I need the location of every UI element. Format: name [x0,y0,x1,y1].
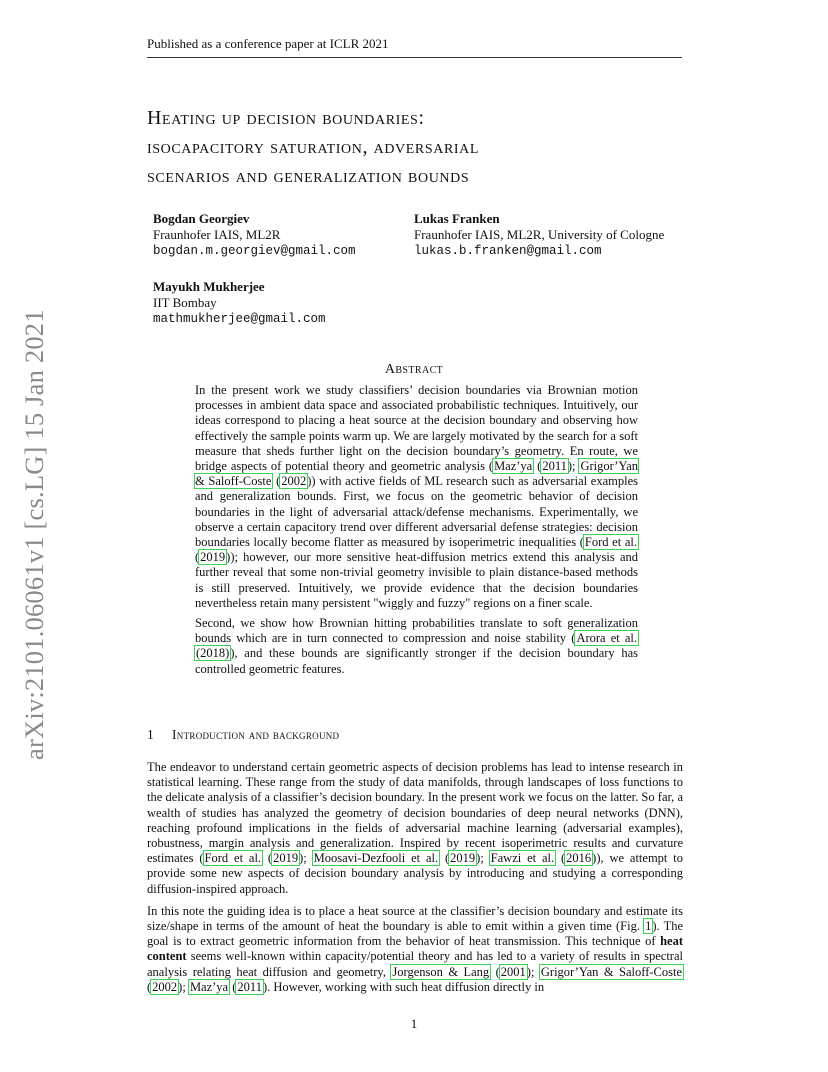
citation-link[interactable]: 2019 [450,851,476,866]
section-number: 1 [147,727,155,742]
citation-link[interactable]: Moosavi-Dezfooli et al. [313,851,439,866]
abstract-body [195,383,638,682]
author-email[interactable]: bogdan.m.georgiev@gmail.com [153,244,356,258]
author-email[interactable]: mathmukherjee@gmail.com [153,312,326,326]
citation-link[interactable]: Maz’ya [189,979,229,994]
citation-link[interactable]: 2011 [237,979,262,994]
arxiv-stamp[interactable]: arXiv:2101.06061v1 [cs.LG] 15 Jan 2021 [18,309,49,760]
page-number: 1 [410,1016,418,1031]
citation-link[interactable]: Grigor’Yan & Saloff-Coste [195,459,638,489]
author-affiliation: IIT Bombay [153,295,217,310]
author-affiliation: Fraunhofer IAIS, ML2R, University of Cologne [414,227,665,242]
section-title: Introduction and background [172,727,340,742]
section-heading [147,727,339,743]
citation-link[interactable]: 2016 [566,851,592,866]
author-block [153,279,326,327]
abstract-heading: Abstract [384,362,444,377]
citation-link[interactable]: (2018) [196,646,230,661]
citation-link[interactable]: Arora et al. [576,631,637,646]
paper-title [147,104,687,191]
bold-term: heat content [147,934,683,964]
citation-link[interactable]: 2019 [273,851,299,866]
author-email[interactable]: lukas.b.franken@gmail.com [414,244,602,258]
citation-link[interactable]: 2002 [152,979,178,994]
citation-link[interactable]: Maz’ya [494,459,533,474]
abstract-paragraph: Second, we show how Brownian hitting probabilities translate to soft generalization bounds which are in turn connected to compression and noise stability (Arora et al. (2018)), and these bounds are significantly stronger if the decision boundary has controlled geometric features. [195,616,638,676]
abstract-paragraph: In the present work we study classifiers’ decision boundaries via Brownian motion processes in ambient data space and associated probabilistic techniques. Intuitively, our ideas correspond to placing a heat source at the decision boundary and observing how effectively the sample points warm up. We are largely motivated by the search for a soft measure that sheds further light on the decision boundary’s geometry. En route, we bridge aspects of potential theory and geometric analysis (Maz’ya (2011); Grigor’Yan & Saloff-Coste (2002)) with active fields of ML research such as adversarial examples and generalization bounds. First, we focus on the geometric behavior of decision boundaries in the light of adversarial attack/defense mechanisms. Experimentally, we observe a certain capacitory trend over different adversarial defense strategies: decision boundaries locally become flatter as measured by isoperimetric inequalities (Ford et al. (2019)); however, our more sensitive heat-diffusion metrics extend this analysis and further reveal that some non-trivial geometry invisible to plain distance-based methods is still preserved. Intuitively, we provide evidence that the decision boundaries nevertheless retain many persistent "wiggly and fuzzy" regions on a finer scale. [195,383,638,610]
title-line: isocapacitory saturation, adversarial [147,136,480,158]
citation-link[interactable]: 2019 [200,550,226,565]
citation-link[interactable]: Jorgenson & Lang [392,964,490,979]
citation-link[interactable]: 2011 [542,459,567,474]
intro-body [147,760,683,1002]
citation-link[interactable]: 2002 [281,474,307,489]
title-line: Heating up decision boundaries: [147,107,425,129]
author-name: Bogdan Georgiev [153,211,250,226]
figure-link[interactable]: 1 [645,919,652,934]
body-paragraph: In this note the guiding idea is to place a heat source at the classifier’s decision boundary and estimate its size/shape in terms of the amount of heat the boundary is able to emit within a given time (Fig. 1). The goal is to extract geometric information from the behavior of heat transmission. This technique of heat content seems well-known within capacity/potential theory and has led to a variety of results in spectral analysis relating heat diffusion and geometry, Jorgenson & Lang (2001); Grigor’Yan & Saloff-Coste (2002); Maz’ya (2011). However, working with such heat diffusion directly in [147,903,684,994]
author-block [414,211,664,259]
author-name: Mayukh Mukherjee [153,279,265,294]
citation-link[interactable]: Ford et al. [204,851,262,866]
citation-link[interactable]: 2001 [500,964,526,979]
author-affiliation: Fraunhofer IAIS, ML2R [153,227,281,242]
citation-link[interactable]: Ford et al. [584,535,637,550]
author-block [153,211,356,259]
citation-link[interactable]: Grigor’Yan & Saloff-Coste [540,964,682,979]
running-header: Published as a conference paper at ICLR 2021 [147,36,682,58]
citation-link[interactable]: Fawzi et al. [490,851,555,866]
body-paragraph: The endeavor to understand certain geometric aspects of decision problems has lead to intense research in statistical learning. These range from the study of data manifolds, through landscapes of loss functions to the delicate analysis of a classifier’s decision boundary. In the present work we focus on the latter. So far, a wealth of studies has analyzed the geometry of decision boundaries of deep neural networks (DNN), reaching profound implications in the fields of adversarial machine learning (adversarial examples), robustness, margin analysis and generalization. Inspired by recent isoperimetric results and curvature estimates (Ford et al. (2019); Moosavi-Dezfooli et al. (2019); Fawzi et al. (2016)), we attempt to provide some new aspects of decision boundary analysis by introducing and studying a corresponding diffusion-inspired approach. [147,760,683,896]
author-name: Lukas Franken [414,211,500,226]
title-line: scenarios and generalization bounds [147,165,470,187]
